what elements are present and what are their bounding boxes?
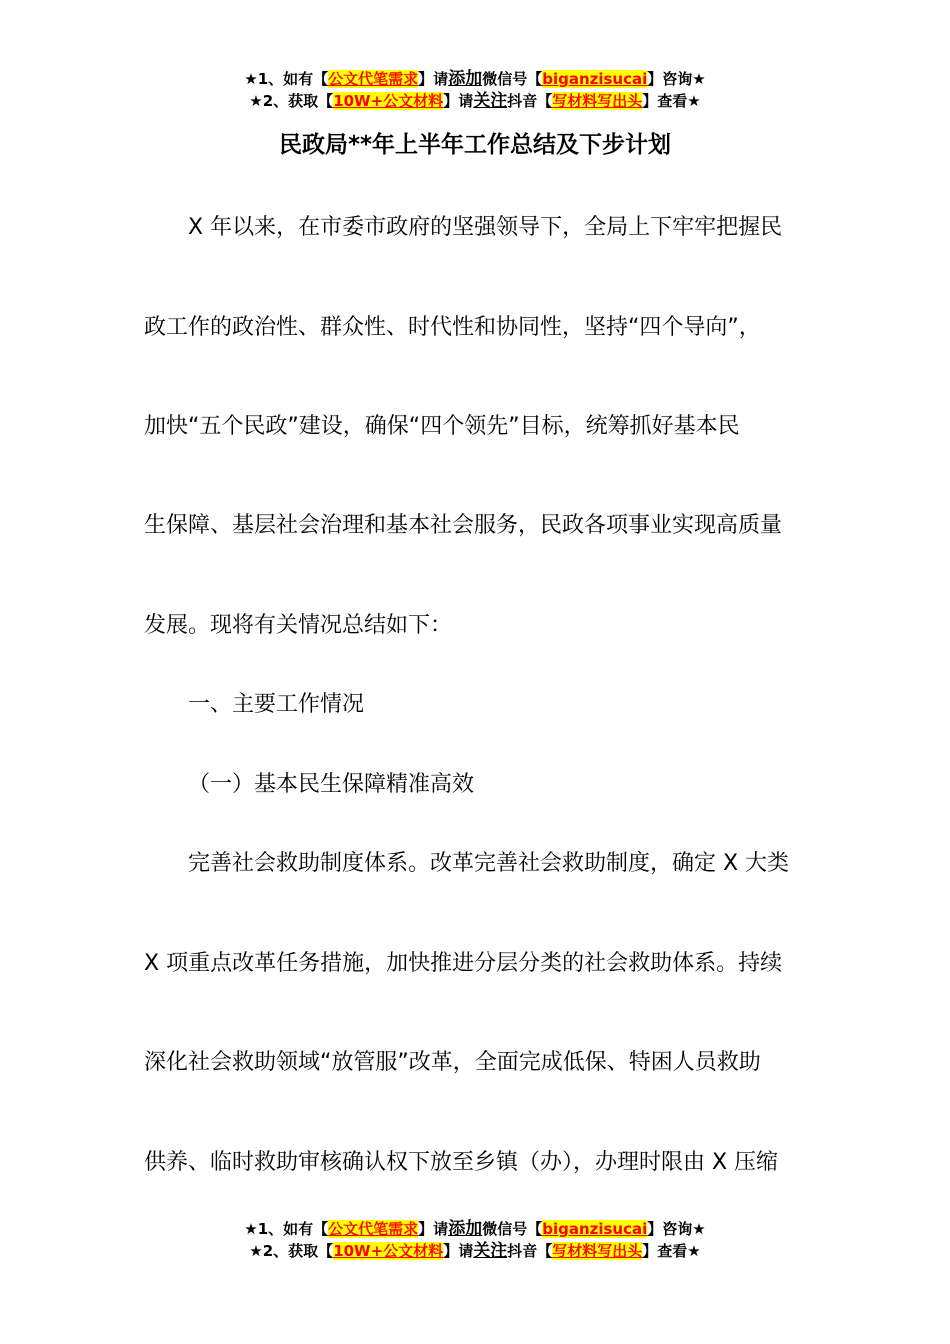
banner-text: 】查看★ — [642, 92, 701, 110]
highlight-service: 公文代笔需求 — [328, 70, 419, 88]
paragraph-line: 深化社会救助领域“放管服”改革，全面完成低保、特困人员救助 — [144, 1050, 761, 1075]
highlight-materials: 10W+公文材料 — [333, 92, 444, 110]
banner-text: 】咨询★ — [647, 70, 706, 88]
highlight-wechat-id: biganzisucai — [542, 70, 648, 88]
banner-text: 】请 — [443, 1242, 474, 1260]
subsection-heading: （一）基本民生保障精准高效 — [188, 772, 475, 797]
paragraph-line: 供养、临时救助审核确认权下放至乡镇（办），办理时限由 X 压缩 — [144, 1150, 779, 1175]
paragraph-line: X 年以来，在市委市政府的坚强领导下，全局上下牢牢把握民 — [188, 215, 783, 240]
underline-text: 关注 — [473, 1241, 508, 1261]
banner-text: ★1、如有【 — [244, 1220, 329, 1238]
underline-text: 关注 — [473, 91, 508, 111]
paragraph-line: 发展。现将有关情况总结如下： — [144, 613, 453, 638]
banner-text: 】请 — [443, 92, 474, 110]
highlight-materials: 10W+公文材料 — [333, 1242, 444, 1260]
banner-line-2 — [0, 1240, 950, 1262]
banner-text: 】请 — [418, 70, 449, 88]
banner-line-1 — [0, 68, 950, 90]
highlight-service: 公文代笔需求 — [328, 1220, 419, 1238]
paragraph-line: X 项重点改革任务措施，加快推进分层分类的社会救助体系。持续 — [144, 951, 783, 976]
section-heading: 一、主要工作情况 — [188, 692, 365, 717]
page-title: 民政局**年上半年工作总结及下步计划 — [278, 132, 672, 158]
banner-text: 】请 — [418, 1220, 449, 1238]
banner-text: ★2、获取【 — [249, 1242, 334, 1260]
highlight-douyin-id: 写材料写出头 — [552, 92, 643, 110]
top-banner — [0, 68, 950, 112]
underline-text: 添加 — [448, 69, 483, 89]
banner-line-1 — [0, 1218, 950, 1240]
banner-text: 】咨询★ — [647, 1220, 706, 1238]
banner-text: 】查看★ — [642, 1242, 701, 1260]
banner-text: 抖音【 — [507, 1242, 553, 1260]
banner-text: 抖音【 — [507, 92, 553, 110]
underline-text: 添加 — [448, 1219, 483, 1239]
banner-text: ★1、如有【 — [244, 70, 329, 88]
bottom-banner — [0, 1218, 950, 1262]
paragraph-line: 生保障、基层社会治理和基本社会服务，民政各项事业实现高质量 — [144, 513, 783, 538]
highlight-douyin-id: 写材料写出头 — [552, 1242, 643, 1260]
paragraph-line: 政工作的政治性、群众性、时代性和协同性，坚持“四个导向”， — [144, 315, 761, 340]
banner-text: ★2、获取【 — [249, 92, 334, 110]
banner-line-2 — [0, 90, 950, 112]
highlight-wechat-id: biganzisucai — [542, 1220, 648, 1238]
banner-text: 微信号【 — [482, 1220, 543, 1238]
banner-text: 微信号【 — [482, 70, 543, 88]
paragraph-line: 完善社会救助制度体系。改革完善社会救助制度，确定 X 大类 — [188, 851, 790, 876]
paragraph-line: 加快“五个民政”建设，确保“四个领先”目标，统筹抓好基本民 — [144, 414, 740, 439]
